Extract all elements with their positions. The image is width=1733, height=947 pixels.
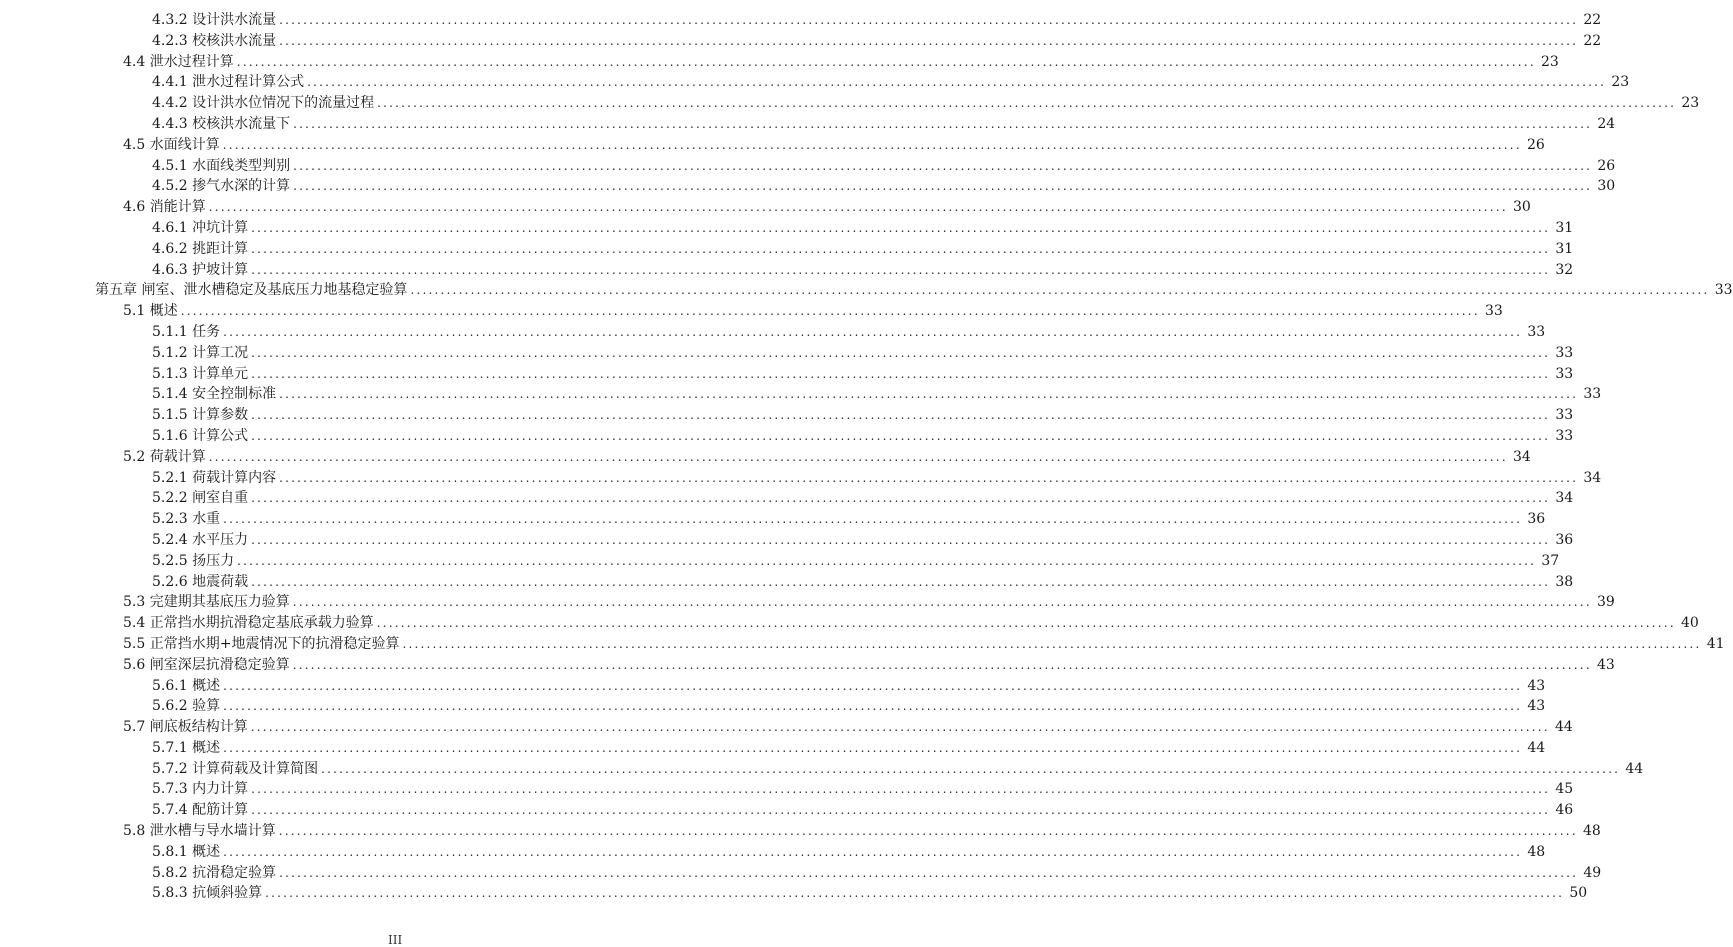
toc-entry[interactable] (0, 738, 1546, 759)
toc-entry-page-number: 23 (1611, 74, 1630, 91)
toc-entry-title: 5.7.4 配筋计算 (152, 802, 249, 819)
toc-entry-page-number: 39 (1597, 594, 1615, 611)
dot-leader (209, 447, 1508, 468)
toc-entry-title: 5.6.1 概述 (152, 677, 221, 694)
toc-entry-page-number: 44 (1527, 739, 1546, 756)
toc-entry[interactable] (0, 260, 1574, 281)
toc-entry-page-number: 26 (1527, 136, 1545, 153)
toc-entry-page-number: 26 (1597, 157, 1616, 174)
toc-entry[interactable] (0, 218, 1574, 239)
toc-entry-title: 5.7 闸底板结构计算 (123, 719, 248, 736)
toc-entry-title: 4.6.2 挑距计算 (152, 240, 249, 257)
toc-entry[interactable] (0, 842, 1546, 863)
toc-entry-title: 5.2.3 水重 (152, 511, 221, 528)
toc-entry-title: 4.4.1 泄水过程计算公式 (152, 74, 305, 91)
toc-entry-page-number: 43 (1527, 677, 1546, 694)
toc-entry-page-number: 33 (1527, 323, 1546, 340)
dot-leader (251, 364, 1550, 385)
toc-entry-page-number: 44 (1625, 760, 1644, 777)
toc-entry[interactable] (0, 655, 1615, 676)
toc-entry-title: 第五章 闸室、泄水槽稳定及基底压力地基稳定验算 (95, 282, 408, 299)
toc-entry-page-number: 43 (1527, 698, 1546, 715)
toc-entry[interactable] (0, 384, 1602, 405)
toc-entry[interactable] (0, 779, 1574, 800)
dot-leader (377, 93, 1676, 114)
dot-leader (293, 114, 1592, 135)
toc-entry-title: 4.4.2 设计洪水位情况下的流量过程 (152, 95, 375, 112)
toc-entry-title: 5.2.2 闸室自重 (152, 490, 249, 507)
toc-entry-page-number: 33 (1583, 386, 1602, 403)
dot-leader (279, 10, 1578, 31)
toc-entry-page-number: 23 (1541, 53, 1559, 70)
dot-leader (251, 717, 1550, 738)
dot-leader (251, 260, 1550, 281)
toc-entry-page-number: 43 (1597, 656, 1615, 673)
toc-entry[interactable] (0, 883, 1588, 904)
toc-entry-page-number: 33 (1555, 407, 1574, 424)
toc-entry-title: 4.6 消能计算 (123, 199, 206, 216)
toc-entry-page-number: 48 (1527, 843, 1546, 860)
dot-leader (251, 800, 1550, 821)
toc-entry[interactable] (0, 405, 1574, 426)
toc-entry-title: 5.6.2 验算 (152, 698, 221, 715)
toc-entry[interactable] (0, 93, 1700, 114)
toc-entry-page-number: 50 (1569, 885, 1588, 902)
toc-entry-title: 5.4 正常挡水期抗滑稳定基底承载力验算 (123, 615, 374, 632)
dot-leader (223, 842, 1522, 863)
dot-leader (209, 197, 1508, 218)
toc-entry-title: 5.8.1 概述 (152, 843, 221, 860)
dot-leader (223, 135, 1522, 156)
toc-entry[interactable] (0, 364, 1574, 385)
toc-entry-page-number: 49 (1583, 864, 1602, 881)
dot-leader (251, 218, 1550, 239)
toc-entry-page-number: 24 (1597, 115, 1616, 132)
toc-entry[interactable] (0, 759, 1644, 780)
toc-entry-title: 5.2.5 扬压力 (152, 552, 235, 569)
toc-entry[interactable] (0, 31, 1602, 52)
dot-leader (223, 509, 1522, 530)
toc-entry[interactable] (0, 488, 1574, 509)
toc-entry[interactable] (0, 676, 1546, 697)
toc-entry-title: 5.1.3 计算单元 (152, 365, 249, 382)
dot-leader (237, 52, 1536, 73)
toc-entry[interactable] (0, 863, 1602, 884)
dot-leader (251, 405, 1550, 426)
toc-entry[interactable] (0, 509, 1546, 530)
toc-entry-title: 5.3 完建期其基底压力验算 (123, 594, 290, 611)
toc-entry[interactable] (0, 239, 1574, 260)
dot-leader (237, 551, 1536, 572)
toc-entry[interactable] (0, 114, 1616, 135)
toc-entry-page-number: 46 (1555, 802, 1574, 819)
toc-entry-title: 5.7.1 概述 (152, 739, 221, 756)
dot-leader (293, 176, 1592, 197)
dot-leader (251, 426, 1550, 447)
dot-leader (293, 655, 1592, 676)
toc-entry-page-number: 38 (1555, 573, 1574, 590)
toc-entry-page-number: 32 (1555, 261, 1574, 278)
dot-leader (251, 239, 1550, 260)
toc-entry-title: 4.5.2 掺气水深的计算 (152, 178, 291, 195)
page-number-footer: III (388, 933, 403, 947)
dot-leader (265, 883, 1564, 904)
dot-leader (377, 613, 1676, 634)
toc-entry[interactable] (0, 468, 1602, 489)
toc-entry-page-number: 36 (1555, 531, 1574, 548)
toc-entry-page-number: 40 (1681, 615, 1699, 632)
toc-entry-page-number: 33 (1714, 282, 1733, 299)
toc-entry[interactable] (0, 280, 1733, 301)
toc-entry-title: 5.1.6 计算公式 (152, 427, 249, 444)
dot-leader (251, 572, 1550, 593)
toc-entry-page-number: 23 (1681, 95, 1700, 112)
toc-entry-page-number: 30 (1597, 178, 1616, 195)
dot-leader (181, 301, 1480, 322)
toc-entry-title: 5.8.3 抗倾斜验算 (152, 885, 263, 902)
toc-entry[interactable] (0, 343, 1574, 364)
dot-leader (279, 31, 1578, 52)
toc-entry[interactable] (0, 72, 1630, 93)
dot-leader (223, 738, 1522, 759)
toc-entry-title: 4.2.3 校核洪水流量 (152, 32, 277, 49)
dot-leader (410, 280, 1709, 301)
toc-entry-title: 4.5.1 水面线类型判别 (152, 157, 291, 174)
toc-entry-title: 4.4 泄水过程计算 (123, 53, 234, 70)
toc-entry-page-number: 22 (1583, 32, 1602, 49)
toc-entry[interactable] (0, 10, 1602, 31)
toc-entry-page-number: 37 (1541, 552, 1560, 569)
toc-entry-title: 5.8 泄水槽与导水墙计算 (123, 823, 276, 840)
toc-entry-page-number: 48 (1583, 823, 1601, 840)
toc-entry-title: 4.4.3 校核洪水流量下 (152, 115, 291, 132)
toc-entry[interactable] (0, 613, 1699, 634)
toc-entry-page-number: 36 (1527, 511, 1546, 528)
toc-entry-title: 5.2.4 水平压力 (152, 531, 249, 548)
dot-leader (223, 696, 1522, 717)
toc-entry[interactable] (0, 551, 1560, 572)
toc-entry-page-number: 31 (1555, 219, 1574, 236)
toc-entry-page-number: 31 (1555, 240, 1574, 257)
toc-entry-page-number: 33 (1555, 427, 1574, 444)
toc-entry-title: 5.7.2 计算荷载及计算简图 (152, 760, 319, 777)
dot-leader (321, 759, 1620, 780)
toc-entry-title: 5.2 荷载计算 (123, 448, 206, 465)
toc-entry[interactable] (0, 322, 1546, 343)
dot-leader (402, 634, 1701, 655)
toc-entry-title: 5.2.1 荷载计算内容 (152, 469, 277, 486)
dot-leader (279, 468, 1578, 489)
toc-entry[interactable] (0, 717, 1573, 738)
toc-entry[interactable] (0, 696, 1546, 717)
toc-entry-title: 5.1.2 计算工况 (152, 344, 249, 361)
toc-entry[interactable] (0, 634, 1725, 655)
toc-entry-title: 4.3.2 设计洪水流量 (152, 12, 277, 28)
toc-entry-title: 5.6 闸室深层抗滑稳定验算 (123, 656, 290, 673)
toc-entry[interactable] (0, 800, 1574, 821)
toc-entry[interactable] (0, 52, 1559, 73)
toc-entry[interactable] (0, 592, 1615, 613)
dot-leader (251, 530, 1550, 551)
toc-entry[interactable] (0, 156, 1616, 177)
toc-entry[interactable] (0, 821, 1601, 842)
toc-entry-title: 4.6.3 护坡计算 (152, 261, 249, 278)
toc-entry-page-number: 33 (1555, 344, 1574, 361)
toc-entry-page-number: 33 (1555, 365, 1574, 382)
toc-entry-title: 5.1.4 安全控制标准 (152, 386, 277, 403)
dot-leader (293, 156, 1592, 177)
toc-entry-page-number: 34 (1583, 469, 1602, 486)
dot-leader (279, 821, 1578, 842)
toc-entry-page-number: 22 (1583, 12, 1602, 28)
dot-leader (223, 676, 1522, 697)
toc-entry-title: 5.8.2 抗滑稳定验算 (152, 864, 277, 881)
toc-entry-page-number: 34 (1513, 448, 1531, 465)
toc-entry-page-number: 30 (1513, 199, 1531, 216)
dot-leader (223, 322, 1522, 343)
toc-entry-title: 5.2.6 地震荷载 (152, 573, 249, 590)
toc-entry[interactable] (0, 301, 1503, 322)
dot-leader (307, 72, 1606, 93)
toc-entry-title: 5.5 正常挡水期+地震情况下的抗滑稳定验算 (123, 635, 400, 652)
toc-entry-title: 4.6.1 冲坑计算 (152, 219, 249, 236)
dot-leader (293, 592, 1592, 613)
toc-entry[interactable] (0, 135, 1545, 156)
toc-entry-page-number: 45 (1555, 781, 1574, 798)
dot-leader (251, 343, 1550, 364)
dot-leader (251, 488, 1550, 509)
dot-leader (251, 779, 1550, 800)
toc-entry-page-number: 41 (1706, 635, 1725, 652)
toc-entry-title: 5.1.1 任务 (152, 323, 221, 340)
dot-leader (279, 863, 1578, 884)
toc-entry-title: 4.5 水面线计算 (123, 136, 220, 153)
toc-entry-page-number: 34 (1555, 490, 1574, 507)
toc-entry-title: 5.7.3 内力计算 (152, 781, 249, 798)
toc-entry[interactable] (0, 426, 1574, 447)
toc-entry[interactable] (0, 176, 1616, 197)
toc-entry[interactable] (0, 447, 1531, 468)
toc-entry-title: 5.1 概述 (123, 303, 178, 320)
table-of-contents (0, 10, 1733, 904)
toc-entry-page-number: 33 (1485, 303, 1503, 320)
toc-entry[interactable] (0, 572, 1574, 593)
toc-entry[interactable] (0, 197, 1531, 218)
toc-entry[interactable] (0, 530, 1574, 551)
dot-leader (279, 384, 1578, 405)
toc-entry-title: 5.1.5 计算参数 (152, 407, 249, 424)
toc-entry-page-number: 44 (1555, 719, 1573, 736)
